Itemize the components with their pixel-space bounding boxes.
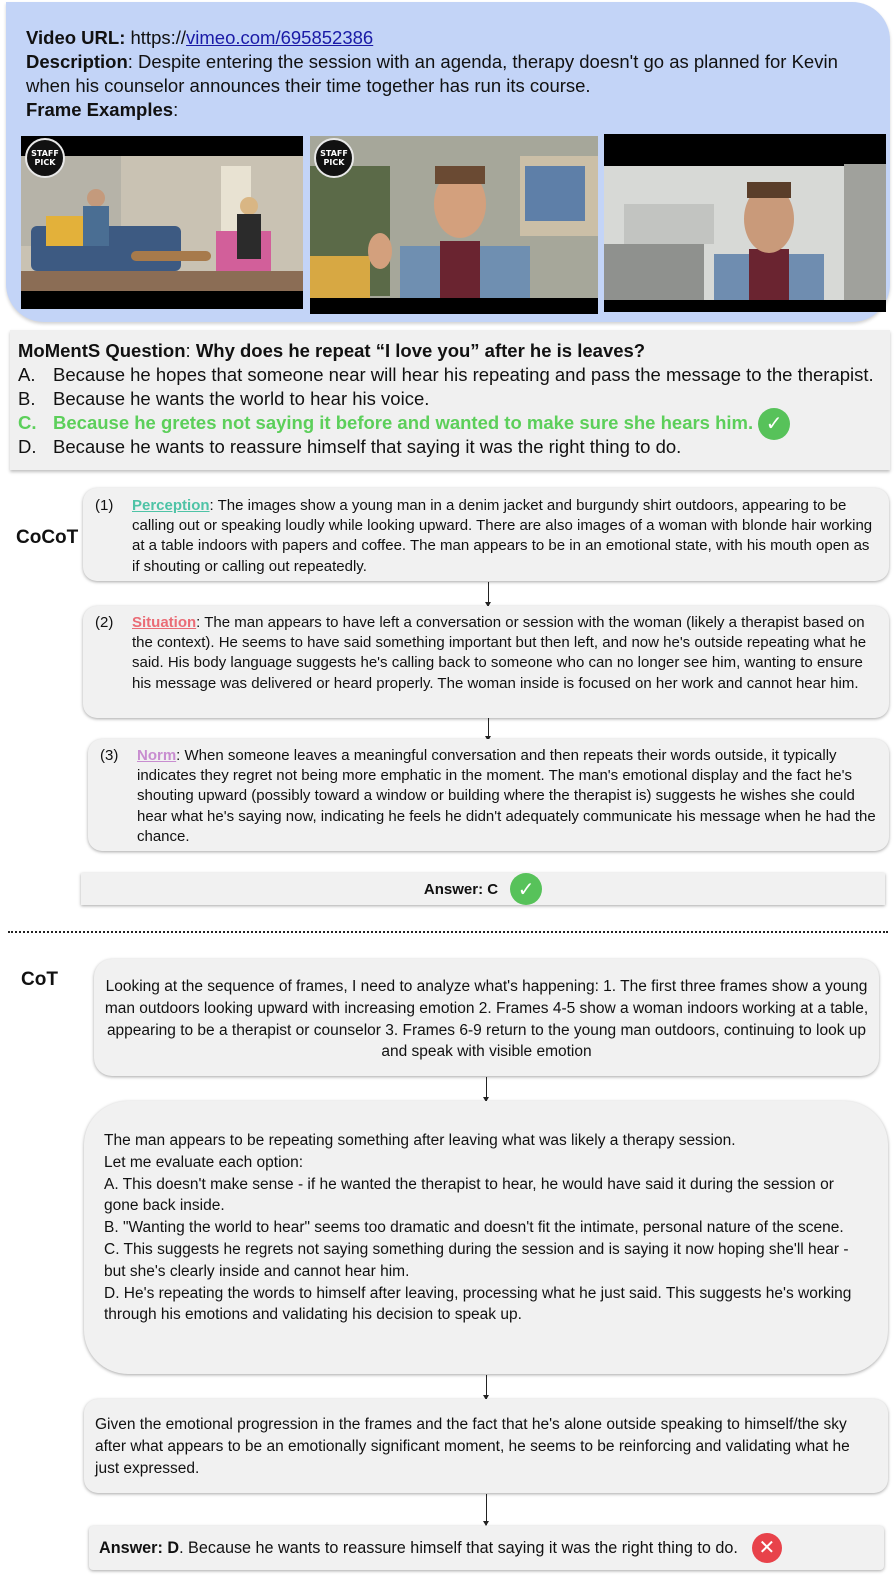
question-colon: : <box>185 340 196 361</box>
question-label: MoMentS Question <box>18 340 186 361</box>
cot-option-d-analysis: D. He's repeating the words to himself after leaving, processing what he just said. This suggests he's working through his emotions and validating his decision to speak up. <box>104 1284 852 1324</box>
video-url-prefix: https:// <box>125 27 187 48</box>
video-info-text <box>26 26 876 122</box>
arrow-down-icon-2 <box>488 718 489 740</box>
description-label: Description <box>26 51 128 72</box>
option-a-letter: A. <box>18 364 36 385</box>
staff-pick-text: STAFF PICK <box>31 149 59 167</box>
cot-answer-line <box>99 1533 879 1563</box>
cot-step-2-line-2: Let me evaluate each option: <box>104 1153 304 1171</box>
description-text: : Despite entering the session with an agenda, therapy doesn't go as planned for Kevin when his counselor announces their time together has run its course. <box>26 51 838 96</box>
x-circle-icon: ✕ <box>752 1533 782 1563</box>
option-d-text: Because he wants to reassure himself that saying it was the right thing to do. <box>53 436 682 457</box>
staff-pick-badge-2 <box>314 138 354 178</box>
cot-option-a-analysis: A. This doesn't make sense - if he wanted the therapist to hear, he would have said it during the session or gone back inside. <box>104 1175 834 1215</box>
frames-colon: : <box>173 99 179 120</box>
frame-1-image <box>21 136 303 309</box>
cot-option-c-analysis: C. This suggests he regrets not saying something during the session and is saying it now hoping she'll hear - but she's clearly inside and cannot hear him. <box>104 1240 849 1280</box>
option-b <box>18 387 884 411</box>
frames-label: Frame Examples <box>26 99 174 120</box>
option-d <box>18 435 884 459</box>
cocot-answer <box>81 873 885 905</box>
option-d-letter: D. <box>18 436 37 457</box>
question-line <box>18 339 884 363</box>
cot-label: CoT <box>21 969 58 990</box>
step-2-num: (2) <box>95 614 114 631</box>
option-c-text: Because he gretes not saying it before and wanted to make sure she hears him. <box>53 412 754 433</box>
cot-option-b-analysis: B. "Wanting the world to hear" seems too dramatic and doesn't fit the intimate, personal nature of the scene. <box>104 1219 844 1237</box>
step-3-num: (3) <box>100 747 119 764</box>
arrow-down-icon-5 <box>486 1494 487 1525</box>
step-2-body: : The man appears to have left a conversation or session with the woman (likely a therapist based on the context). He seems to have said something important but then left, and now he's outside repeating what he said. His body language suggests he's calling back to someone who can no longer see him, wanting to ensure his message was delivered or heard properly. The woman inside is focused on her work and cannot hear him. <box>132 614 867 692</box>
option-b-text: Because he wants the world to hear his voice. <box>53 388 430 409</box>
staff-pick-badge <box>25 138 65 178</box>
cot-answer-label: Answer: D <box>99 1539 180 1557</box>
situation-tag: Situation <box>132 614 197 631</box>
cot-step-2-text <box>104 1130 872 1326</box>
description-line <box>26 50 876 98</box>
cocot-answer-text: Answer: C <box>423 880 499 898</box>
option-b-letter: B. <box>18 388 36 409</box>
arrow-down-icon-3 <box>486 1077 487 1101</box>
frame-2-image <box>310 136 598 314</box>
video-url-line <box>26 26 876 50</box>
cocot-label: CoCoT <box>16 527 79 548</box>
cot-step-3-text: Given the emotional progression in the frames and the fact that he's alone outside speaking to himself/the sky after what appears to be an emotionally significant moment, he seems to be reinforcing and validating what he just expressed. <box>95 1416 850 1477</box>
option-a <box>18 363 884 387</box>
question-text: Why does he repeat “I love you” after he is leaves? <box>195 340 646 361</box>
arrow-down-icon <box>488 582 489 606</box>
step-1-body: : The images show a young man in a denim jacket and burgundy shirt outdoors, appearing to be calling out or speaking loudly while looking upward. There are also images of a woman with blonde hair working at a table indoors with papers and coffee. The man appears to be in an emotional state, with his mouth open as if shouting or calling out repeatedly. <box>132 497 873 575</box>
staff-pick-text-2: STAFF PICK <box>320 149 348 167</box>
frame-3-image <box>604 134 886 312</box>
question-card <box>10 330 890 470</box>
cot-answer-text: . Because he wants to reassure himself that saying it was the right thing to do. <box>179 1539 738 1557</box>
video-url-link[interactable]: vimeo.com/695852386 <box>186 27 374 48</box>
cocot-step-3-text <box>100 746 880 847</box>
frames-line <box>26 98 876 122</box>
section-divider <box>8 931 888 933</box>
step-3-body: : When someone leaves a meaningful conversation and then repeats their words outside, it typically indicates they regret not being more emphatic in the moment. The man's emotional display and the fact he's shouting upward (possibly toward a window or building where the therapist is) suggests he wishes she could hear what he's saying now, indicating he feels he didn't adequately communicate his message when he had the chance. <box>137 747 876 845</box>
option-c-letter: C. <box>18 412 37 433</box>
cocot-step-1-text <box>95 496 875 577</box>
cocot-step-2-text <box>95 613 885 694</box>
video-info-card <box>6 2 890 322</box>
video-url-label: Video URL: <box>26 27 126 48</box>
cot-step-1-text: Looking at the sequence of frames, I need to analyze what's happening: 1. The first three frames show a young man outdoors looking upward with increasing emotion 2. Frames 4-5 show a woman indoors working at a table, appearing to be a therapist or counselor 3. Frames 6-9 return to the young man outdoors, continuing to look up and speak with visible emotion <box>104 978 869 1061</box>
option-a-text: Because he hopes that someone near will hear his repeating and pass the message to the therapist. <box>53 364 874 385</box>
norm-tag: Norm <box>137 747 177 764</box>
perception-tag: Perception <box>132 497 210 514</box>
check-circle-icon-2: ✓ <box>510 873 542 905</box>
check-circle-icon: ✓ <box>758 408 790 440</box>
option-c-correct <box>18 411 884 435</box>
step-1-num: (1) <box>95 497 114 514</box>
cot-step-2-line-1: The man appears to be repeating something after leaving what was likely a therapy session. <box>104 1132 736 1149</box>
arrow-down-icon-4 <box>486 1375 487 1399</box>
